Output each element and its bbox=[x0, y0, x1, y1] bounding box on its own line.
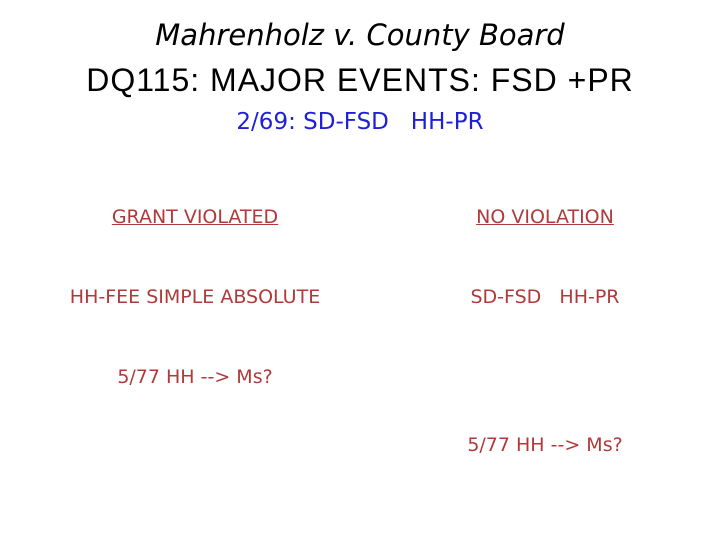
grant-violated-line-1: HH-FEE SIMPLE ABSOLUTE bbox=[69, 286, 321, 308]
slide-subtitle: DQ115: MAJOR EVENTS: FSD +PR bbox=[86, 62, 634, 98]
date-line: 2/69: SD-FSD HH-PR bbox=[236, 109, 484, 135]
grant-violated-column bbox=[18, 155, 372, 439]
slide-title: Mahrenholz v. County Board bbox=[155, 18, 565, 52]
no-violation-column bbox=[380, 155, 710, 507]
grant-violated-heading: GRANT VIOLATED bbox=[111, 206, 279, 228]
no-violation-line-2: 5/77 HH --> Ms? bbox=[467, 434, 623, 456]
grant-violated-line-2: 5/77 HH --> Ms? bbox=[117, 366, 273, 388]
no-violation-heading: NO VIOLATION bbox=[476, 206, 614, 228]
spacer bbox=[380, 359, 710, 383]
no-violation-line-1: SD-FSD HH-PR bbox=[470, 286, 620, 308]
